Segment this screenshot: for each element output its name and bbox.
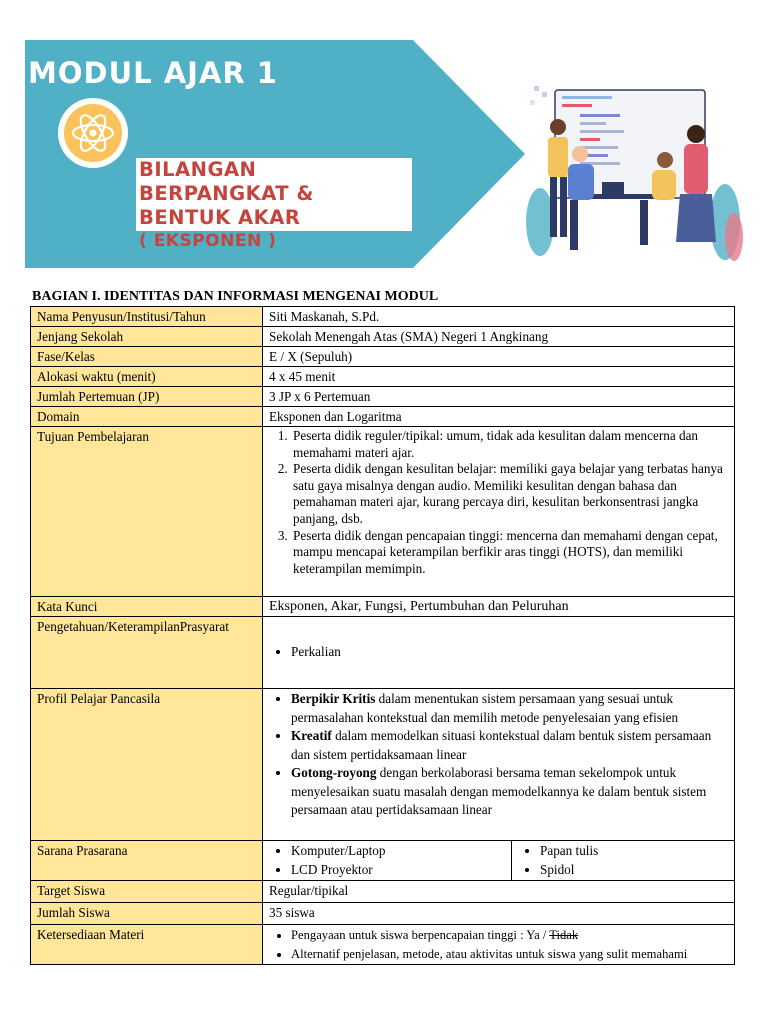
- materials-list: [269, 926, 728, 963]
- table-row: [31, 903, 735, 925]
- facilities-list-left: [269, 842, 505, 879]
- table-row: [31, 427, 735, 597]
- table-row: [31, 347, 735, 367]
- profile-keyword: Berpikir Kritis: [291, 691, 376, 706]
- list-item: [291, 690, 728, 727]
- row-label: Fase/Kelas: [31, 347, 263, 367]
- profile-text: dengan berkolaborasi bersama teman sekelompok untuk menyelesaikan suatu masalah dengan memodelkannya ke dalam bentuk sistem persamaan atau pertidaksamaan linear: [291, 765, 707, 817]
- table-row: [31, 925, 735, 965]
- subtitle-line-1: BILANGAN: [139, 158, 257, 181]
- table-row: [31, 367, 735, 387]
- table-row: [31, 841, 735, 881]
- row-value: Siti Maskanah, S.Pd.: [263, 307, 735, 327]
- list-item: • Alternatif penjelasan, metode, atau aktivitas untuk siswa yang sulit memahami: [291, 945, 728, 964]
- facilities-left: [263, 841, 512, 880]
- row-label: Target Siswa: [31, 881, 263, 903]
- list-item: [291, 926, 728, 945]
- table-row: [31, 327, 735, 347]
- row-label: Profil Pelajar Pancasila: [31, 689, 263, 841]
- prerequisite-list: [269, 643, 728, 662]
- list-item: • LCD Proyektor: [291, 861, 505, 880]
- profile-list: [269, 690, 728, 820]
- row-label: Pengetahuan/KeterampilanPrasyarat: [31, 617, 263, 689]
- row-value: Sekolah Menengah Atas (SMA) Negeri 1 Angkinang: [263, 327, 735, 347]
- list-item: 1. Peserta didik reguler/tipikal: umum, tidak ada kesulitan dalam mencerna dan memahami materi ajar.: [291, 428, 728, 461]
- row-label: Kata Kunci: [31, 597, 263, 617]
- subtitle-line-4: ( EKSPONEN ): [139, 231, 277, 251]
- list-item: 3. Peserta didik dengan pencapaian tinggi: mencerna dan memahami dengan cepat, mampu mencapai keterampilan berfikir aras tinggi (HOTS), dan memiliki keterampilan memimpin.: [291, 528, 728, 578]
- row-value: [263, 841, 735, 881]
- row-label: Jenjang Sekolah: [31, 327, 263, 347]
- module-info-table: [30, 306, 735, 965]
- list-item: • Papan tulis: [540, 842, 728, 861]
- team-illustration: [520, 82, 745, 267]
- row-label: Sarana Prasarana: [31, 841, 263, 881]
- subtitle-line-2: BERPANGKAT &: [139, 182, 314, 205]
- materials-strike: Tidak: [549, 928, 579, 942]
- table-row: [31, 387, 735, 407]
- row-value: [263, 427, 735, 597]
- row-value: [263, 925, 735, 965]
- atom-icon: [64, 104, 122, 162]
- row-value: E / X (Sepuluh): [263, 347, 735, 367]
- row-label: Alokasi waktu (menit): [31, 367, 263, 387]
- section-title: BAGIAN I. IDENTITAS DAN INFORMASI MENGENAI MODUL: [32, 289, 439, 304]
- row-value: Eksponen dan Logaritma: [263, 407, 735, 427]
- row-value: [263, 617, 735, 689]
- profile-keyword: Gotong-royong: [291, 765, 377, 780]
- profile-text: dalam memodelkan situasi kontekstual dalam bentuk sistem persamaan dan sistem pertidaksamaan linear: [291, 728, 712, 762]
- table-row: [31, 307, 735, 327]
- row-value: Regular/tipikal: [263, 881, 735, 903]
- row-value: [263, 689, 735, 841]
- facilities-right: [512, 841, 735, 880]
- table-row: [31, 617, 735, 689]
- row-label: Nama Penyusun/Institusi/Tahun: [31, 307, 263, 327]
- subtitle-line-3: BENTUK AKAR: [139, 206, 301, 229]
- atom-badge: [58, 98, 128, 168]
- profile-keyword: Kreatif: [291, 728, 332, 743]
- row-label: Jumlah Siswa: [31, 903, 263, 925]
- list-item: • Perkalian: [291, 643, 728, 662]
- materials-text: Pengayaan untuk siswa berpencapaian tinggi : Ya /: [291, 928, 550, 942]
- row-value: 3 JP x 6 Pertemuan: [263, 387, 735, 407]
- list-item: • Spidol: [540, 861, 728, 880]
- row-label: Ketersediaan Materi: [31, 925, 263, 965]
- row-label: Jumlah Pertemuan (JP): [31, 387, 263, 407]
- row-value: 4 x 45 menit: [263, 367, 735, 387]
- profile-text: dalam menentukan sistem persamaan yang sesuai untuk permasalahan kontekstual dan memilih metode penyelesaian yang efisien: [291, 691, 679, 725]
- row-value: 35 siswa: [263, 903, 735, 925]
- list-item: [291, 764, 728, 820]
- facilities-list-right: [518, 842, 728, 879]
- list-item: 2. Peserta didik dengan kesulitan belajar: memiliki gaya belajar yang terbatas hanya satu gaya misalnya dengan audio. Memiliki kesulitan dengan bahasa dan pemahaman materi ajar, kurang percaya diri, kesulitan berkonsentrasi jangka panjang, dsb.: [291, 461, 728, 527]
- table-row: [31, 689, 735, 841]
- table-row: [31, 881, 735, 903]
- table-row: [31, 407, 735, 427]
- list-item: • Komputer/Laptop: [291, 842, 505, 861]
- list-item: [291, 727, 728, 764]
- facilities-table: [263, 841, 734, 880]
- row-label: Domain: [31, 407, 263, 427]
- table-row: [31, 597, 735, 617]
- module-title: MODUL AJAR 1: [28, 56, 278, 90]
- learning-goals-list: [269, 428, 728, 577]
- row-label: Tujuan Pembelajaran: [31, 427, 263, 597]
- row-value: Eksponen, Akar, Fungsi, Pertumbuhan dan Peluruhan: [263, 597, 735, 617]
